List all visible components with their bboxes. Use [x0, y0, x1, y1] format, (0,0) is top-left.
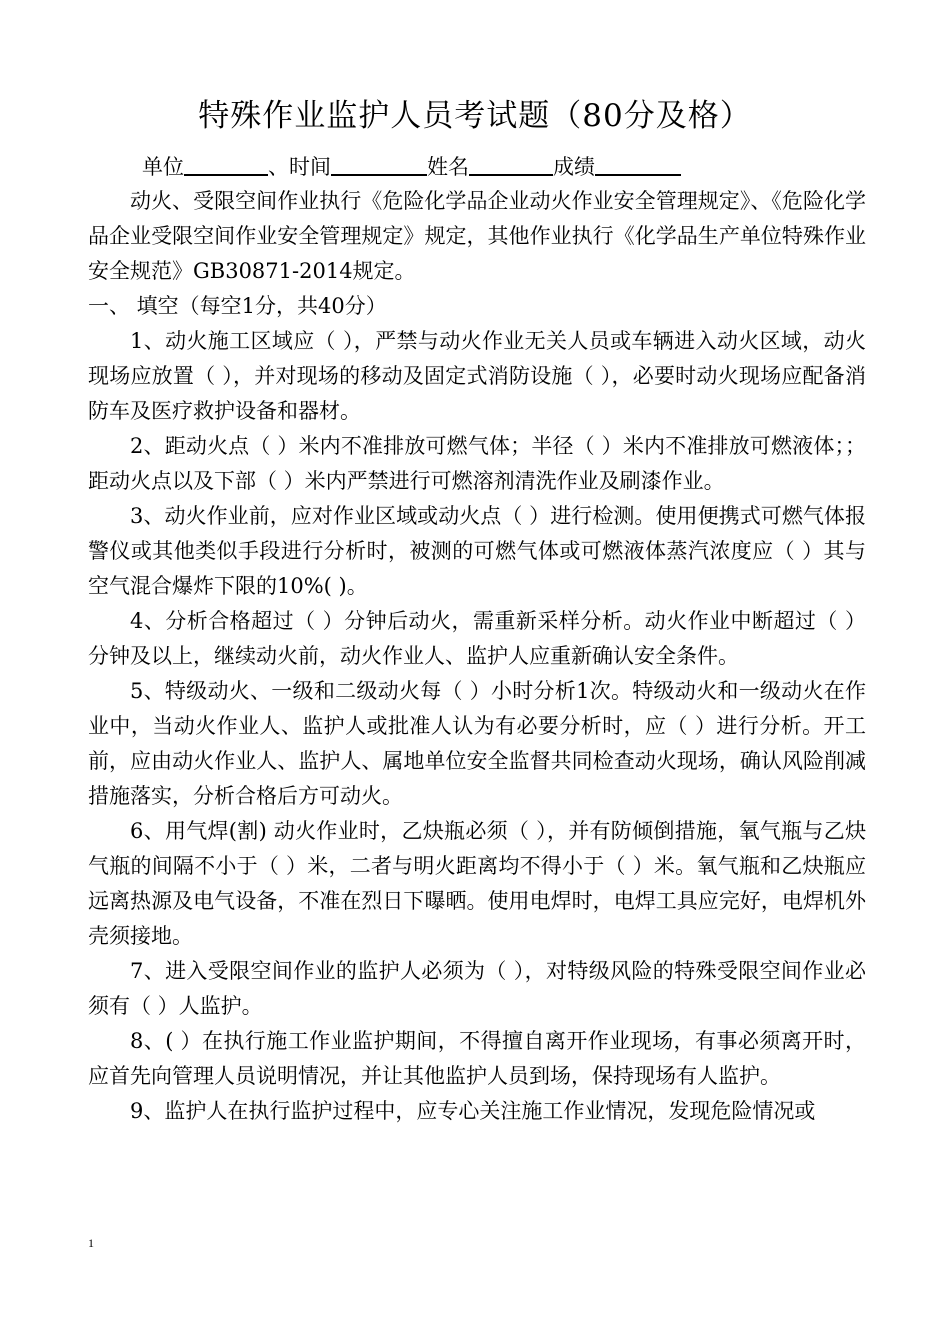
question-9: 9、监护人在执行监护过程中，应专心关注施工作业情况，发现危险情况或 — [130, 1099, 816, 1123]
question-8: 8、( ）在执行施工作业监护期间，不得擅自离开作业现场，有事必须离开时，应首先向管理人员说明情况，并让其他监护人员到场，保持现场有人监护。 — [88, 1029, 866, 1088]
unit-blank — [184, 150, 268, 176]
section-heading: 一、 填空（每空1分，共40分） — [88, 294, 387, 318]
unit-label: 单位 — [142, 155, 184, 179]
question-2: 2、距动火点（ ）米内不准排放可燃气体；半径（ ）米内不准排放可燃液体；；距动火点以及下部（ ）米内严禁进行可燃溶剂清洗作业及刷漆作业。 — [88, 434, 866, 493]
name-blank — [469, 150, 553, 176]
score-blank — [595, 150, 681, 176]
name-label: 姓名 — [427, 155, 469, 179]
score-label: 成绩 — [553, 155, 595, 179]
page-title: 特殊作业监护人员考试题（80分及格） — [198, 98, 752, 134]
intro-paragraph: 动火、受限空间作业执行《危险化学品企业动火作业安全管理规定》、《危险化学品企业受限空间作业安全管理规定》规定，其他作业执行《化学品生产单位特殊作业安全规范》GB30871-2014规定。 — [88, 189, 866, 283]
question-3: 3、动火作业前，应对作业区域或动火点（ ）进行检测。使用便携式可燃气体报警仪或其他类似手段进行分析时，被测的可燃气体或可燃液体蒸汽浓度应（ ）其与空气混合爆炸下限的10%( )。 — [88, 504, 866, 598]
time-blank — [331, 150, 427, 176]
question-4: 4、分析合格超过（ ）分钟后动火，需重新采样分析。动火作业中断超过（ ）分钟及以上，继续动火前，动火作业人、监护人应重新确认安全条件。 — [88, 609, 866, 668]
time-label: 、时间 — [268, 155, 331, 179]
question-6: 6、用气焊(割) 动火作业时，乙炔瓶必须（ ），并有防倾倒措施，氧气瓶与乙炔气瓶的间隔不小于（ ）米，二者与明火距离均不得小于（ ）米。氧气瓶和乙炔瓶应远离热源及电气设备，不准在烈日下曝晒。使用电焊时，电焊工具应完好，电焊机外壳须接地。 — [88, 819, 866, 948]
question-7: 7、进入受限空间作业的监护人必须为（ ），对特级风险的特殊受限空间作业必须有（ ）人监护。 — [88, 959, 866, 1018]
header-fields — [142, 150, 681, 184]
question-1: 1、动火施工区域应（ ），严禁与动火作业无关人员或车辆进入动火区域，动火现场应放置（ ），并对现场的移动及固定式消防设施（ ），必要时动火现场应配备消防车及医疗救护设备和器材。 — [88, 329, 866, 423]
page-number: 1 — [88, 1236, 94, 1250]
question-5: 5、特级动火、一级和二级动火每（ ）小时分析1次。特级动火和一级动火在作业中，当动火作业人、监护人或批准人认为有必要分析时，应（ ）进行分析。开工前，应由动火作业人、监护人、属地单位安全监督共同检查动火现场，确认风险削减措施落实，分析合格后方可动火。 — [88, 679, 866, 808]
document-body — [88, 184, 866, 1129]
